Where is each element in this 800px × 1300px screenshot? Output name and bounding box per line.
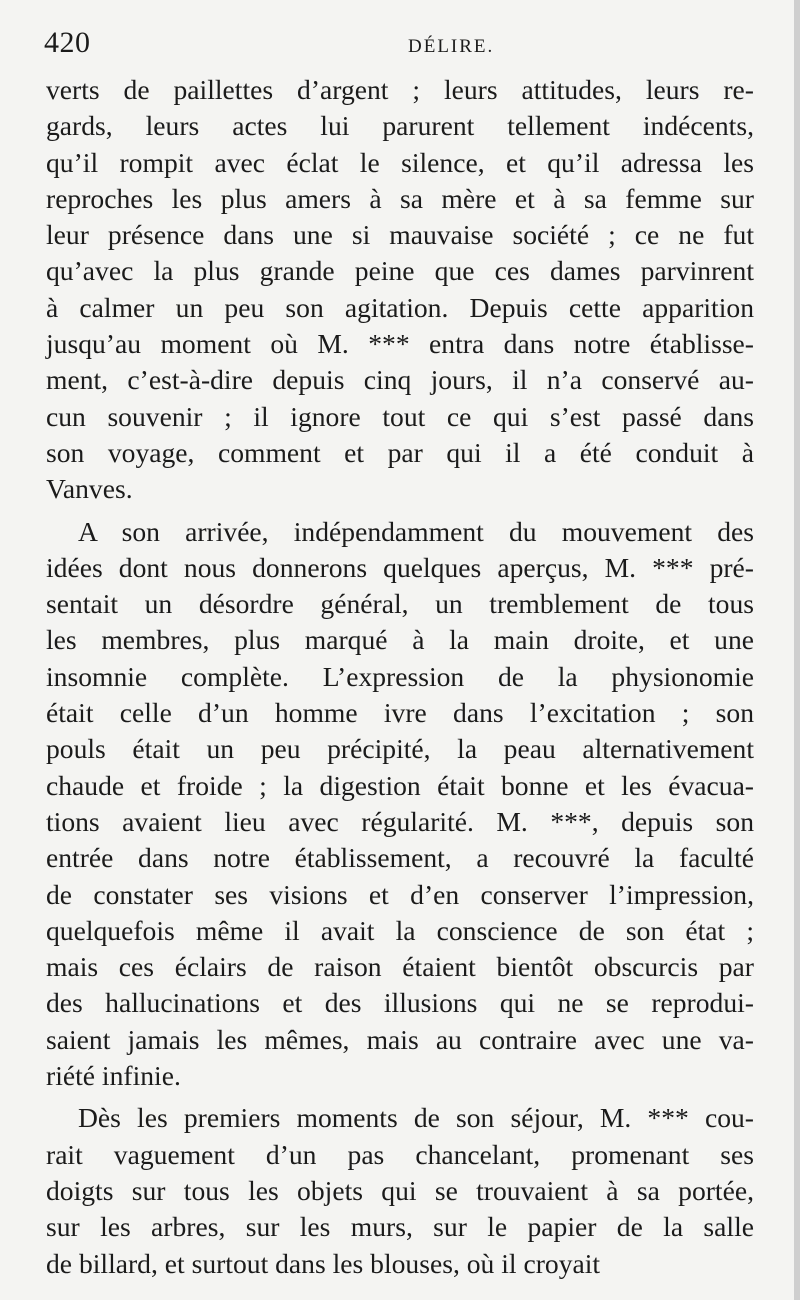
text-line: riété infinie. — [46, 1060, 181, 1092]
text-line: tions avaient lieu avec régularité. M. ***, depuis son — [46, 805, 754, 837]
text-line: A son arrivée, indépendamment du mouvement des — [78, 515, 754, 547]
text-line: insomnie complète. L’expression de la physionomie — [46, 660, 754, 692]
text-line: gards, leurs actes lui parurent tellement indécents, — [46, 110, 754, 142]
text-line: qu’avec la plus grande peine que ces dames parvinrent — [46, 255, 754, 287]
text-line: son voyage, comment et par qui il a été conduit à — [46, 436, 754, 468]
text-line: qu’il rompit avec éclat le silence, et qu’il adressa les — [46, 146, 754, 178]
text-line: des hallucinations et des illusions qui ne se reprodui- — [46, 987, 754, 1019]
text-line: les membres, plus marqué à la main droite, et une — [46, 624, 754, 656]
paragraph — [46, 1100, 754, 1281]
text-line: à calmer un peu son agitation. Depuis cette apparition — [46, 291, 754, 323]
text-line: Vanves. — [46, 473, 133, 505]
text-line: sur les arbres, sur les murs, sur le papier de la salle — [46, 1211, 754, 1243]
text-line: quelquefois même il avait la conscience de son état ; — [46, 914, 754, 946]
text-line: verts de paillettes d’argent ; leurs attitudes, leurs re- — [46, 74, 754, 105]
text-line: mais ces éclairs de raison étaient bientôt obscurcis par — [46, 951, 754, 983]
paragraph — [46, 514, 754, 1095]
text-line: sentait un désordre général, un tremblement de tous — [46, 588, 754, 620]
body-text — [46, 72, 754, 1282]
text-line: jusqu’au moment où M. *** entra dans notre établisse- — [46, 328, 754, 360]
text-line: pouls était un peu précipité, la peau alternativement — [46, 733, 754, 765]
text-line: reproches les plus amers à sa mère et à sa femme sur — [46, 182, 754, 214]
text-line: Dès les premiers moments de son séjour, M. *** cou- — [78, 1102, 754, 1134]
page-header — [44, 26, 756, 66]
text-line: chaude et froide ; la digestion était bonne et les évacua- — [46, 769, 754, 801]
text-line: doigts sur tous les objets qui se trouvaient à sa portée, — [46, 1174, 754, 1206]
text-line: leur présence dans une si mauvaise société ; ce ne fut — [46, 219, 754, 251]
text-line: ment, c’est-à-dire depuis cinq jours, il n’a conservé au- — [46, 364, 754, 396]
text-line: entrée dans notre établissement, a recouvré la faculté — [46, 842, 754, 874]
text-line: saient jamais les mêmes, mais au contraire avec une va- — [46, 1023, 754, 1055]
text-line: idées dont nous donnerons quelques aperçus, M. *** pré- — [46, 551, 754, 583]
running-head: DÉLIRE. — [408, 36, 495, 57]
text-line: cun souvenir ; il ignore tout ce qui s’est passé dans — [46, 400, 754, 432]
page-number: 420 — [44, 26, 91, 59]
text-line: de billard, et surtout dans les blouses, où il croyait — [46, 1247, 601, 1279]
text-line: était celle d’un homme ivre dans l’excitation ; son — [46, 697, 754, 729]
text-line: de constater ses visions et d’en conserver l’impression, — [46, 878, 754, 910]
paragraph — [46, 72, 754, 508]
text-line: rait vaguement d’un pas chancelant, promenant ses — [46, 1138, 754, 1170]
